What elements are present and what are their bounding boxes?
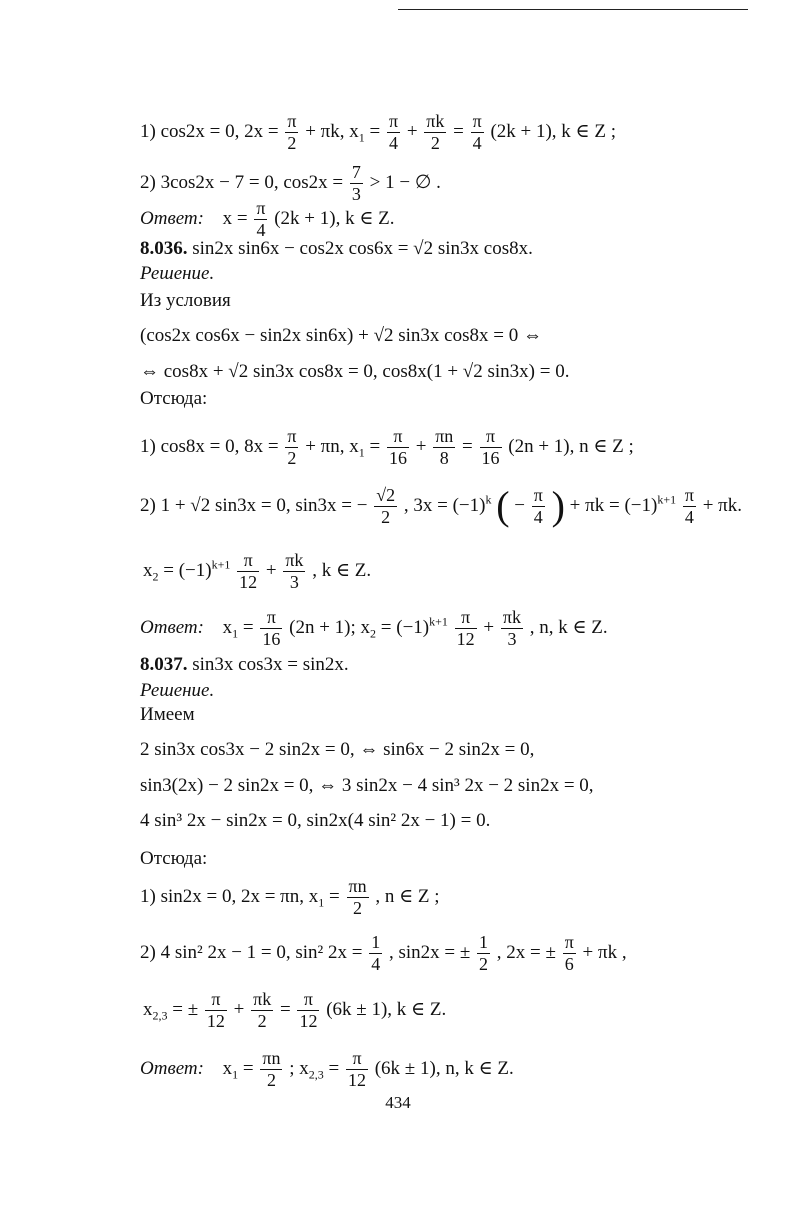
problem-number: 8.037. bbox=[140, 654, 188, 675]
p36-eq1: (cos2x cos6x − sin2x sin6x) + √2 sin3x cos8x = 0 ⇔ bbox=[140, 325, 542, 346]
fraction: $\frac{\pi}{4}$ bbox=[533, 485, 543, 527]
fraction: $\frac{\pi n}{2}$ bbox=[262, 1048, 281, 1090]
fraction: $\frac{\pi}{16}$ bbox=[481, 426, 500, 468]
page-number: 434 bbox=[385, 1093, 411, 1112]
p36-statement: 8.036. sin2x sin6x − cos2x cos6x = √2 sin3x cos8x. bbox=[140, 238, 533, 259]
fraction: $\frac{\pi n}{2}$ bbox=[348, 876, 367, 918]
p37-statement: 8.037. sin3x cos3x = sin2x. bbox=[140, 654, 349, 675]
p37-answer: Ответ: $x_1$ = $\frac{\pi n}{2}$ ; $x_{2,3}$ = $\frac{\pi}{12}$ (6k ± 1), n, k ∈ Z. bbox=[140, 1048, 514, 1090]
fraction: $\frac{1}{2}$ bbox=[479, 932, 489, 974]
fraction: $\frac{\pi k}{2}$ bbox=[426, 111, 445, 153]
answer-label: Ответ: bbox=[140, 207, 204, 229]
fraction: $\frac{\pi}{4}$ bbox=[388, 111, 399, 153]
fraction: $\frac{\pi}{2}$ bbox=[287, 111, 297, 153]
fraction: $\frac{\pi}{12}$ bbox=[239, 550, 258, 592]
p37-x23: $x_{2,3}$ = ± $\frac{\pi}{12}$ + $\frac{\pi k}{2}$ = $\frac{\pi}{12}$ (6k ± 1), k ∈ Z. bbox=[143, 989, 447, 1031]
problem-number: 8.036. bbox=[140, 238, 188, 259]
p36-eq2: ⇔ cos8x + √2 sin3x cos8x = 0, cos8x(1 + √2 sin3x) = 0. bbox=[140, 361, 570, 382]
p36-hence: Отсюда: bbox=[140, 388, 208, 409]
fraction: $\frac{\pi}{12}$ bbox=[206, 989, 225, 1031]
p37-eq3: 4 sin³ 2x − sin2x = 0, sin2x(4 sin² 2x − 1) = 0. bbox=[140, 810, 491, 831]
p36-from-condition: Из условия bbox=[140, 290, 231, 311]
fraction: $\frac{7}{3}$ bbox=[351, 162, 361, 204]
fraction: $\frac{\pi k}{2}$ bbox=[253, 989, 272, 1031]
p35-answer: Ответ: x = $\frac{\pi}{4}$ (2k + 1), k ∈ Z. bbox=[140, 198, 395, 240]
fraction: $\frac{\pi}{12}$ bbox=[347, 1048, 366, 1090]
fraction: $\frac{\pi}{4}$ bbox=[256, 198, 266, 240]
fraction: $\frac{\pi}{2}$ bbox=[287, 426, 297, 468]
p36-case1: 1) cos8x = 0, 8x = $\frac{\pi}{2}$ + πn, $x_1$ = $\frac{\pi}{16}$ + $\frac{\pi n}{8}$ = $\frac{\pi}{16}$ (2n + 1), n ∈ Z ; bbox=[140, 426, 634, 468]
fraction: $\frac{√2}{2}$ bbox=[376, 485, 396, 527]
p37-case1: 1) sin2x = 0, 2x = πn, $x_1$ = $\frac{\pi n}{2}$ , n ∈ Z ; bbox=[140, 876, 440, 918]
fraction: $\frac{\pi n}{8}$ bbox=[435, 426, 454, 468]
fraction: $\frac{\pi}{12}$ bbox=[456, 607, 475, 649]
fraction: $\frac{\pi}{16}$ bbox=[388, 426, 407, 468]
fraction: $\frac{\pi}{6}$ bbox=[564, 932, 574, 974]
p36-x2: $x_2 = (-1)^{k+1}$ $\frac{\pi}{12}$ + $\frac{\pi k}{3}$ , k ∈ Z. bbox=[143, 550, 372, 592]
p36-case2: 2) 1 + √2 sin3x = 0, sin3x = − $\frac{√2}{2}$ , $3x = (-1)^k$ ( − $\frac{\pi}{4}$ ) + $\pi k = (-1)^{k+1}$ $\frac{\pi}{4}$ + πk. bbox=[140, 482, 743, 528]
fraction: $\frac{\pi}{4}$ bbox=[684, 485, 694, 527]
p37-hence: Отсюда: bbox=[140, 848, 208, 869]
fraction: $\frac{\pi k}{3}$ bbox=[502, 607, 521, 649]
p37-solution-label: Решение. bbox=[140, 680, 215, 701]
top-rule bbox=[398, 9, 748, 10]
answer-label: Ответ: bbox=[140, 1057, 204, 1079]
fraction: $\frac{\pi k}{3}$ bbox=[285, 550, 304, 592]
p35-case1: 1) cos2x = 0, 2x = $\frac{\pi}{2}$ + πk, $x_1$ = $\frac{\pi}{4}$ + $\frac{\pi k}{2}$ = $\frac{\pi}{4}$ (2k + 1), k ∈ Z ; bbox=[140, 111, 617, 153]
p36-answer: Ответ: $x_1$ = $\frac{\pi}{16}$ (2n + 1); $x_2 = (-1)^{k+1}$ $\frac{\pi}{12}$ + $\frac{\pi k}{3}$ , n, k ∈ Z. bbox=[140, 607, 608, 649]
p35-case2: 2) 3cos2x − 7 = 0, cos2x = $\frac{7}{3}$ > 1 − ∅ . bbox=[140, 162, 441, 204]
p37-eq2: sin3(2x) − 2 sin2x = 0, ⇔ 3 sin2x − 4 sin³ 2x − 2 sin2x = 0, bbox=[140, 775, 594, 796]
p36-solution-label: Решение. bbox=[140, 263, 215, 284]
fraction: $\frac{1}{4}$ bbox=[371, 932, 381, 974]
p37-have: Имеем bbox=[140, 704, 195, 725]
fraction: $\frac{\pi}{12}$ bbox=[299, 989, 318, 1031]
p37-case2: 2) 4 sin² 2x − 1 = 0, sin² 2x = $\frac{1}{4}$ , sin2x = ± $\frac{1}{2}$ , 2x = ± $\frac{\pi}{6}$ + πk , bbox=[140, 932, 627, 974]
fraction: $\frac{\pi}{16}$ bbox=[262, 607, 281, 649]
p37-eq1: 2 sin3x cos3x − 2 sin2x = 0, ⇔ sin6x − 2 sin2x = 0, bbox=[140, 739, 535, 760]
fraction: $\frac{\pi}{4}$ bbox=[472, 111, 482, 153]
answer-label: Ответ: bbox=[140, 616, 204, 638]
